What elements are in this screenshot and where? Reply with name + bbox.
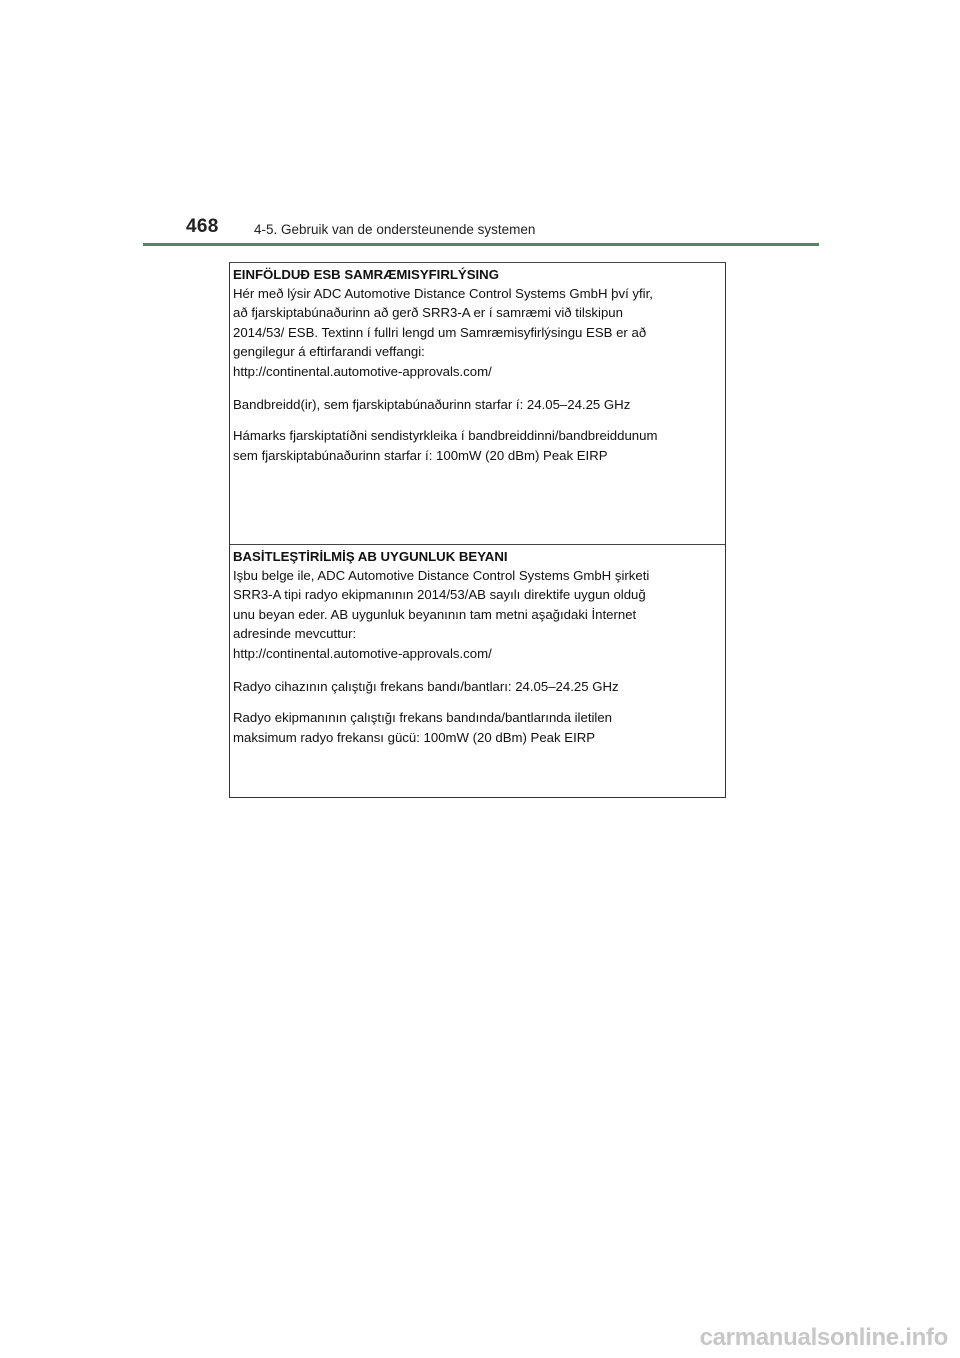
declaration-line: SRR3-A tipi radyo ekipmanının 2014/53/AB sayılı direktife uygun olduğ <box>233 587 646 603</box>
declaration-heading: EINFÖLDUÐ ESB SAMRÆMISYFIRLÝSING <box>233 267 499 282</box>
declaration-icelandic <box>230 263 725 545</box>
declaration-line: adresinde mevcuttur: <box>233 626 357 642</box>
frequency-band-line: Bandbreidd(ir), sem fjarskiptabúnaðurinn starfar í: 24.05–24.25 GHz <box>233 397 631 413</box>
header-rule <box>143 243 819 246</box>
declaration-line: Hér með lýsir ADC Automotive Distance Control Systems GmbH því yfir, <box>233 286 653 301</box>
declaration-heading: BASİTLEŞTİRİLMİŞ AB UYGUNLUK BEYANI <box>233 549 508 564</box>
declaration-url: http://continental.automotive-approvals.com/ <box>233 363 492 379</box>
declaration-url: http://continental.automotive-approvals.com/ <box>233 645 492 661</box>
spacer <box>233 663 722 677</box>
max-power-line: Hámarks fjarskiptatíðni sendistyrkleika í bandbreiddinni/bandbreiddunum <box>233 428 658 444</box>
max-power-line: maksimum radyo frekansı gücü: 100mW (20 dBm) Peak EIRP <box>233 729 596 745</box>
spacer <box>233 414 722 426</box>
frequency-band-line: Radyo cihazının çalıştığı frekans bandı/bantları: 24.05–24.25 GHz <box>233 679 619 695</box>
page-number: 468 <box>186 216 219 237</box>
spacer <box>233 381 722 395</box>
max-power-line: sem fjarskiptabúnaðurinn starfar í: 100mW (20 dBm) Peak EIRP <box>233 447 608 463</box>
chapter-title: 4-5. Gebruik van de ondersteunende systemen <box>254 222 536 237</box>
max-power-line: Radyo ekipmanının çalıştığı frekans bandında/bantlarında iletilen <box>233 710 613 726</box>
declaration-line: að fjarskiptabúnaðurinn að gerð SRR3-A er í samræmi við tilskipun <box>233 305 623 321</box>
declaration-line: 2014/53/ ESB. Textinn í fullri lengd um Samræmisyfirlýsingu ESB er að <box>233 324 647 340</box>
declaration-box <box>229 262 726 798</box>
site-watermark: carmanualsonline.info <box>699 1324 948 1351</box>
declaration-line: unu beyan eder. AB uygunluk beyanının tam metni aşağıdaki İnternet <box>233 606 637 622</box>
declaration-turkish <box>230 545 725 797</box>
declaration-line: Işbu belge ile, ADC Automotive Distance Control Systems GmbH şirketi <box>233 568 650 583</box>
spacer <box>233 696 722 708</box>
declaration-line: gengilegur á eftirfarandi veffangi: <box>233 344 425 360</box>
